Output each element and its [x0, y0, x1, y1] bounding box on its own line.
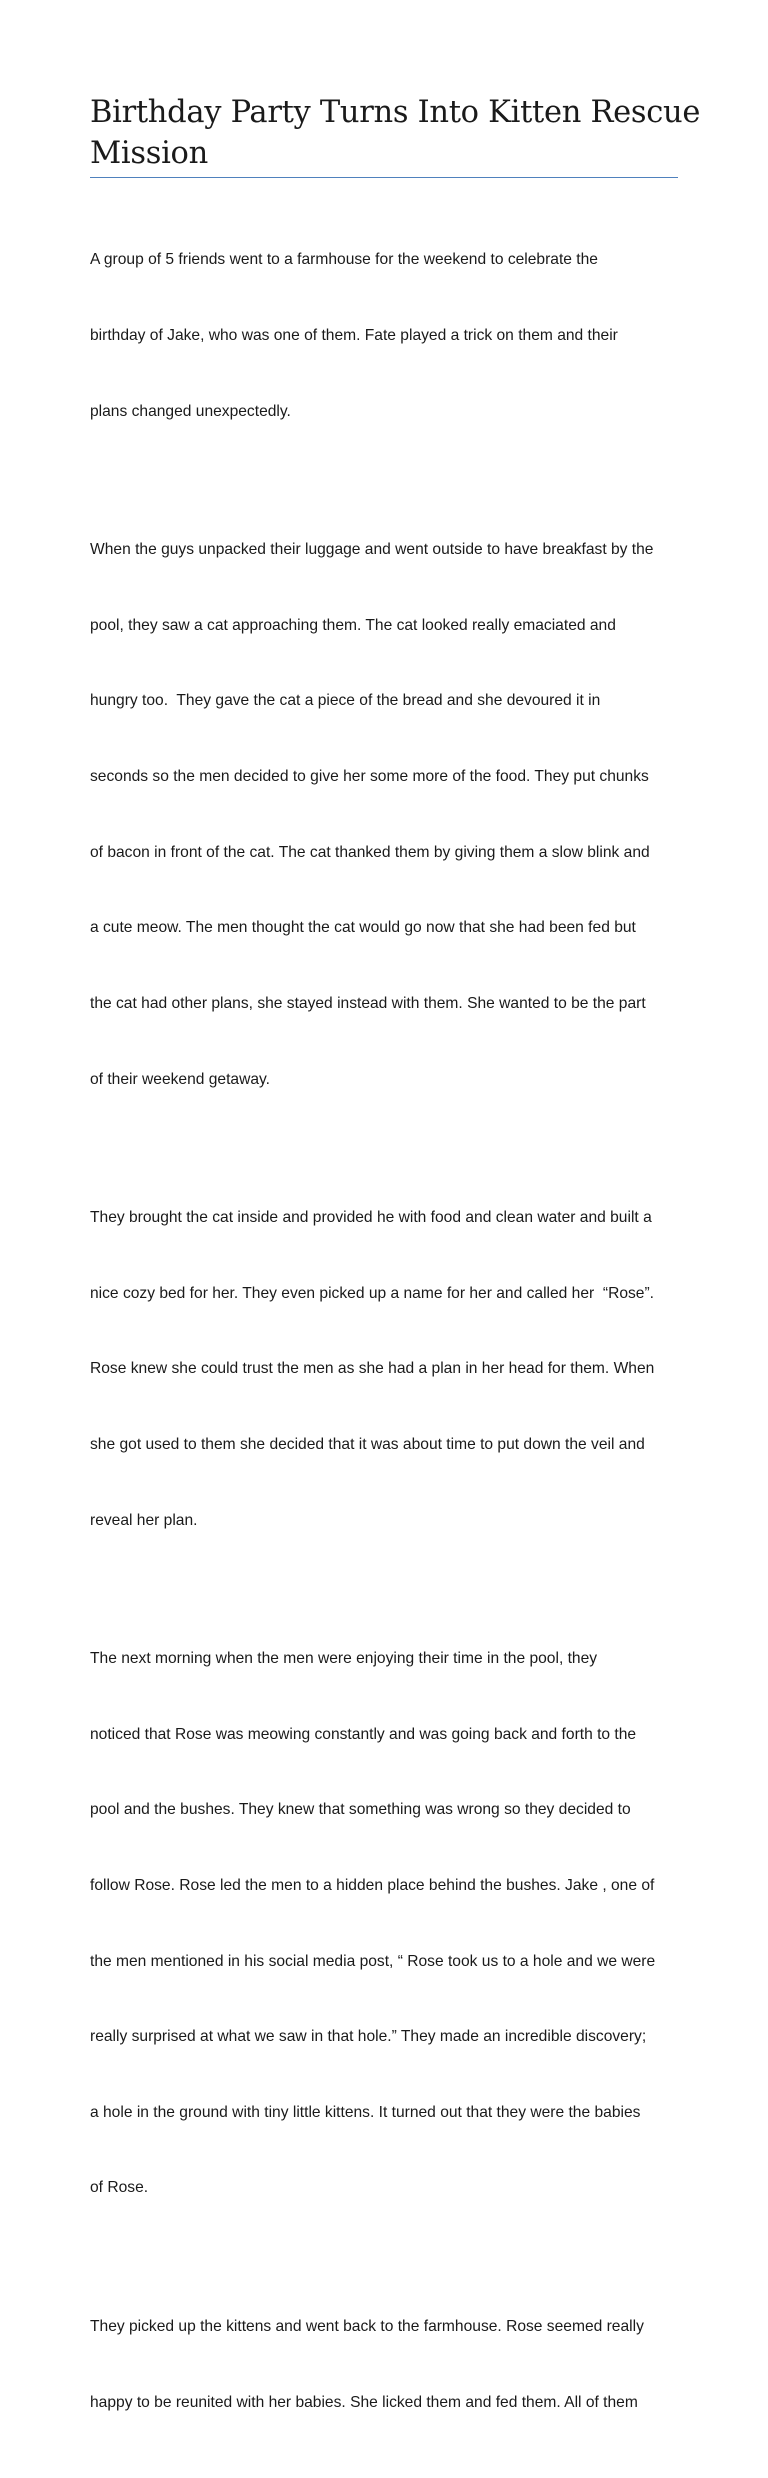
text-line: she got used to them she decided that it was about time to put down the veil and [90, 1435, 645, 1453]
text-line: seconds so the men decided to give her some more of the food. They put chunks [90, 768, 649, 786]
text-line: The next morning when the men were enjoying their time in the pool, they [90, 1650, 598, 1668]
text-line: noticed that Rose was meowing constantly and was going back and forth to the [90, 1725, 637, 1743]
text-line: the men mentioned in his social media post, “ Rose took us to a hole and we were [90, 1952, 656, 1970]
text-line: hungry too. They gave the cat a piece of the bread and she devoured it in [90, 692, 601, 710]
text-line: birthday of Jake, who was one of them. Fate played a trick on them and their [90, 327, 618, 345]
text-line: a cute meow. The men thought the cat would go now that she had been fed but [90, 919, 636, 937]
text-line: of Rose. [90, 2179, 149, 2197]
title-line: Birthday Party Turns Into Kitten Rescue [90, 95, 701, 130]
paragraph [90, 487, 690, 1142]
paragraph [90, 2264, 690, 2466]
text-line: They picked up the kittens and went back to the farmhouse. Rose seemed really [90, 2318, 644, 2336]
text-line: pool, they saw a cat approaching them. The cat looked really emaciated and [90, 616, 616, 634]
text-line: plans changed unexpectedly. [90, 402, 291, 420]
text-line: really surprised at what we saw in that hole.” They made an incredible discovery; [90, 2028, 647, 2046]
title-line: Mission [90, 136, 208, 171]
text-line: nice cozy bed for her. They even picked up a name for her and called her “Rose”. [90, 1284, 655, 1302]
article-title [90, 92, 701, 174]
paragraph [90, 1596, 690, 2251]
text-line: When the guys unpacked their luggage and went outside to have breakfast by the [90, 541, 654, 559]
text-line: reveal her plan. [90, 1511, 198, 1529]
title-underline [90, 177, 678, 178]
paragraph [90, 1155, 690, 1583]
text-line: They brought the cat inside and provided he with food and clean water and built a [90, 1209, 652, 1227]
text-line: a hole in the ground with tiny little kittens. It turned out that they were the babies [90, 2103, 641, 2121]
text-line: of bacon in front of the cat. The cat thanked them by giving them a slow blink and [90, 843, 650, 861]
paragraph [90, 197, 690, 474]
text-line: pool and the bushes. They knew that something was wrong so they decided to [90, 1801, 631, 1819]
text-line: A group of 5 friends went to a farmhouse for the weekend to celebrate the [90, 251, 598, 269]
text-line: Rose knew she could trust the men as she had a plan in her head for them. When [90, 1360, 655, 1378]
text-line: of their weekend getaway. [90, 1070, 271, 1088]
text-line: follow Rose. Rose led the men to a hidden place behind the bushes. Jake , one of [90, 1876, 655, 1894]
text-line: happy to be reunited with her babies. She licked them and fed them. All of them [90, 2393, 638, 2411]
text-line: the cat had other plans, she stayed instead with them. She wanted to be the part [90, 994, 646, 1012]
article-body [90, 197, 690, 2478]
